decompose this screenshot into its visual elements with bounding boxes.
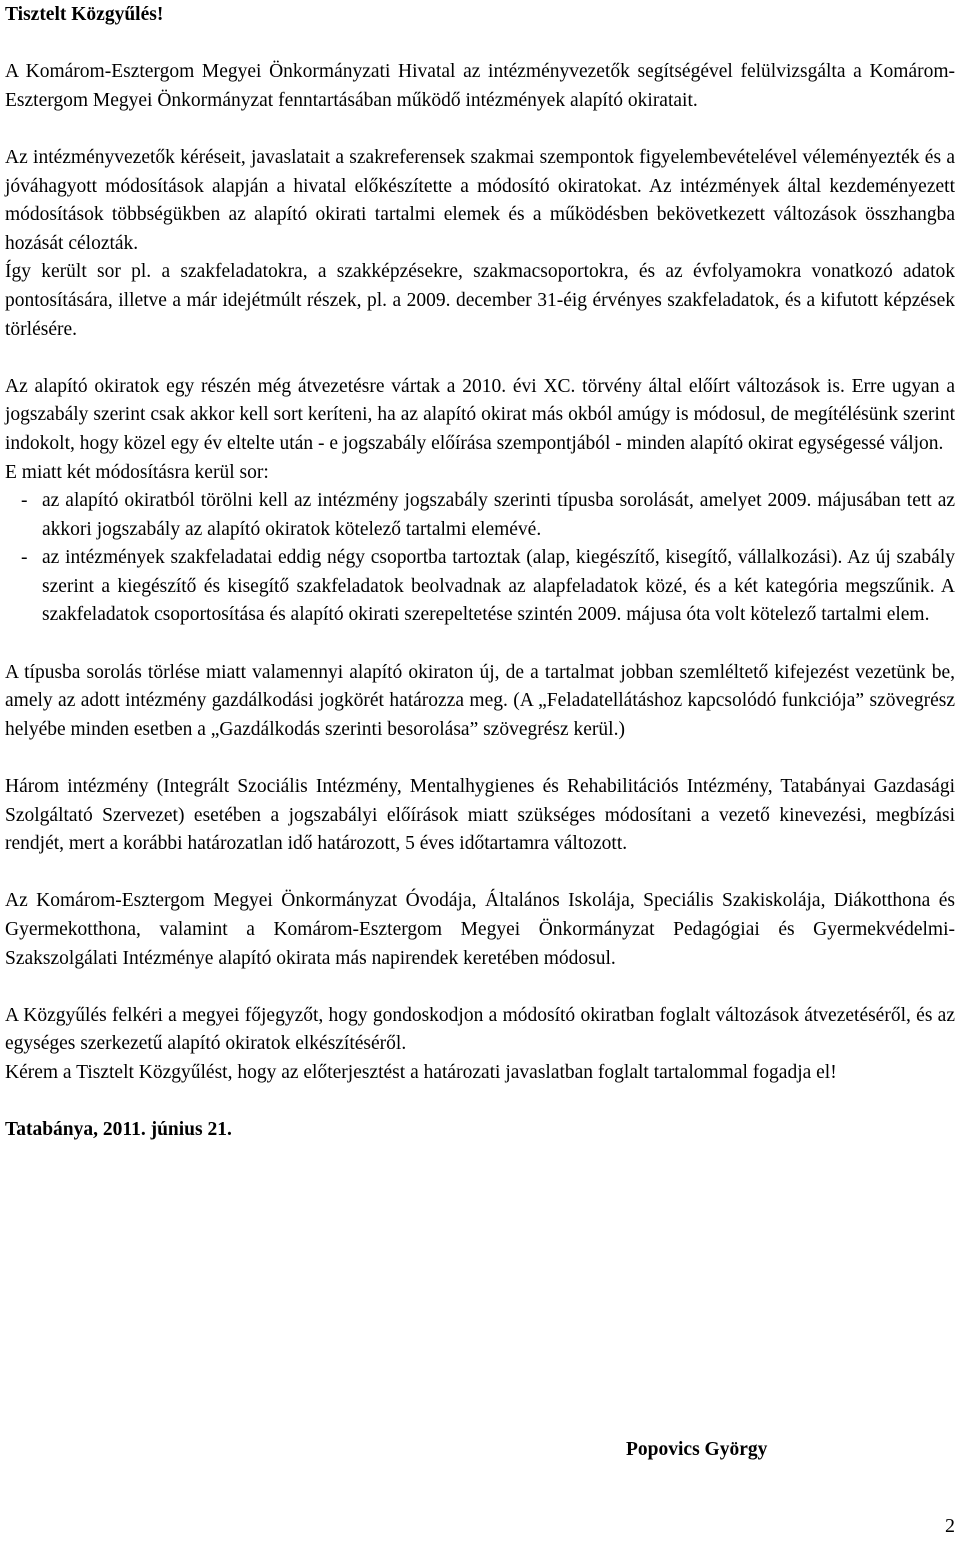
spacer — [5, 630, 955, 659]
paragraph-5: E miatt két módosításra kerül sor: — [5, 461, 269, 483]
list-dash: - — [21, 547, 28, 569]
spacer — [5, 859, 955, 888]
salutation: Tisztelt Közgyűlés! — [5, 4, 164, 25]
list-item — [5, 544, 955, 630]
spacer — [5, 744, 955, 773]
list-item-text: az intézmények szakfeladatai eddig négy csoportba tartoztak (alap, kiegészítő, kisegítő, vállalkozási). Az új szabály szerint a kiegészítő és kisegítő szakfeladatok beolvadnak az alapfeladatok közé, és a két kategória megszűnik. A szakfeladatok csoportosítása és alapító okirati szerepeltetése szintén 2009. májusa óta volt kötelező tartalmi elem. — [42, 547, 955, 626]
paragraph-1: A Komárom-Esztergom Megyei Önkormányzati Hivatal az intézményvezetők segítségével felülvizsgálta a Komárom-Esztergom Megyei Önkormányzat fenntartásában működő intézmények alapító okiratait. — [5, 61, 955, 111]
spacer — [5, 1088, 955, 1117]
modification-list — [5, 487, 955, 630]
paragraph-9: A Közgyűlés felkéri a megyei főjegyzőt, hogy gondoskodjon a módosító okiratban foglalt változások átvezetéséről, és az egységes szerkezetű alapító okiratok elkészítéséről. — [5, 1004, 955, 1055]
paragraph-2: Az intézményvezetők kéréseit, javaslatait a szakreferensek szakmai szempontok figyelembevételével véleményezték és a jóváhagyott módosítások alapján a hivatal előkészítette a módosító okiratokat. Az intézmények által kezdeményezett módosítások többségükben az alapító okirati tartalmi elemek és a működésben bekövetkezett változások összhangba hozását célozták. — [5, 146, 955, 254]
paragraph-10: Kérem a Tisztelt Közgyűlést, hogy az előterjesztést a határozati javaslatban foglalt tartalommal fogadja el! — [5, 1061, 837, 1083]
document-page — [5, 0, 955, 1145]
paragraph-3: Így került sor pl. a szakfeladatokra, a szakképzésekre, szakmacsoportokra, és az évfolyamokra vonatkozó adatok pontosítására, illetve a már idejétmúlt részek, pl. a 2009. december 31-éig érvényes szakfeladatok, és a kifutott képzések törlésére. — [5, 261, 955, 340]
spacer — [5, 973, 955, 1002]
paragraph-8: Az Komárom-Esztergom Megyei Önkormányzat Óvodája, Általános Iskolája, Speciális Szakiskolája, Diákotthona és Gyermekotthona, valamint a Komárom-Esztergom Megyei Önkormányzat Pedagógiai és Gyermekvédelmi-Szakszolgálati Intézménye alapító okirata más napirendek keretében módosul. — [5, 890, 955, 969]
date-line: Tatabánya, 2011. június 21. — [5, 1119, 232, 1141]
spacer — [5, 344, 955, 373]
page-number: 2 — [945, 1515, 955, 1537]
list-dash: - — [21, 490, 28, 512]
paragraph-6: A típusba sorolás törlése miatt valamennyi alapító okiraton új, de a tartalmat jobban szemléltető kifejezést vezetünk be, amely az adott intézmény gazdálkodási jogkörét határozza meg. (A „Feladatellátáshoz kapcsolódó funkciója” szövegrész helyébe minden esetben a „Gazdálkodás szerinti besorolása” szövegrész kerül.) — [5, 661, 955, 740]
list-item — [5, 487, 955, 544]
spacer — [5, 115, 955, 144]
list-item-text: az alapító okiratból törölni kell az intézmény jogszabály szerinti típusba sorolását, amelyet 2009. májusában tett az akkori jogszabály az alapító okiratok kötelező tartalmi elemévé. — [42, 490, 955, 540]
paragraph-7: Három intézmény (Integrált Szociális Intézmény, Mentalhygienes és Rehabilitációs Intézmény, Tatabányai Gazdasági Szolgáltató Szervezet) esetében a jogszabályi előírások miatt szükséges módosítani a vezető kinevezési, megbízási rendjét, mert a korábbi határozatlan idő határozott, 5 éves időtartamra változott. — [5, 776, 955, 855]
signature-name: Popovics György — [626, 1439, 768, 1460]
paragraph-4: Az alapító okiratok egy részén még átvezetésre vártak a 2010. évi XC. törvény által előírt változások is. Erre ugyan a jogszabály szerint csak akkor kell sort keríteni, ha az alapító okirat más okból amúgy is módosul, de megítélésünk szerint indokolt, hogy közel egy év eltelte után - e jogszabály előírása szempontjából - minden alapító okirat egységessé váljon. — [5, 375, 955, 454]
spacer — [5, 30, 955, 59]
